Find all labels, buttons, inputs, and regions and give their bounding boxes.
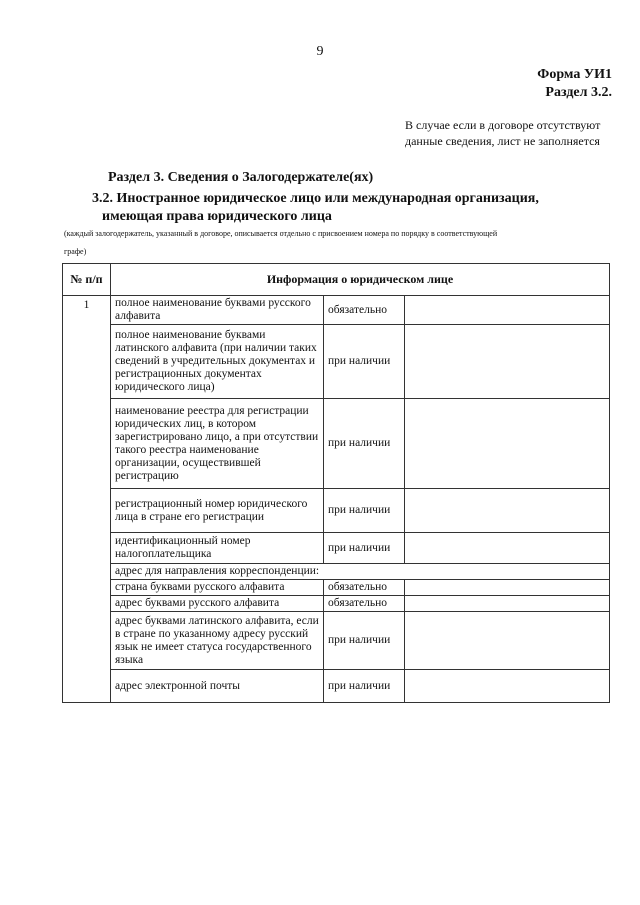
field-label: идентификационный номер налогоплательщика xyxy=(111,533,324,564)
field-requirement: при наличии xyxy=(324,399,405,489)
field-requirement: при наличии xyxy=(324,670,405,703)
field-value-cell[interactable] xyxy=(405,596,610,612)
field-requirement: обязательно xyxy=(324,580,405,596)
form-header xyxy=(537,66,612,102)
subsection-line: имеющая права юридического лица xyxy=(102,209,332,224)
field-label: наименование реестра для регистрации юридических лиц, в котором зарегистрировано лицо, а при отсутствии такого реестра наименование организации, осуществившей регистрацию xyxy=(111,399,324,489)
subsection-title xyxy=(92,190,612,226)
field-label: адрес буквами русского алфавита xyxy=(111,596,324,612)
row-number: 1 xyxy=(63,296,111,703)
table-row xyxy=(63,325,610,399)
page-number: 9 xyxy=(316,44,324,59)
field-label: адрес буквами латинского алфавита, если в стране по указанному адресу русский язык не имеет статуса государственного языка xyxy=(111,612,324,670)
field-label: адрес электронной почты xyxy=(111,670,324,703)
field-value-cell[interactable] xyxy=(405,612,610,670)
note xyxy=(405,117,600,149)
note-line: данные сведения, лист не заполняется xyxy=(405,134,600,148)
section-title: Раздел 3. Сведения о Залогодержателе(ях) xyxy=(108,170,374,185)
field-label: страна буквами русского алфавита xyxy=(111,580,324,596)
field-value-cell[interactable] xyxy=(405,670,610,703)
field-value-cell[interactable] xyxy=(405,399,610,489)
table-row xyxy=(63,596,610,612)
table-row xyxy=(63,580,610,596)
field-requirement: при наличии xyxy=(324,325,405,399)
table-row xyxy=(63,489,610,533)
field-value-cell[interactable] xyxy=(405,325,610,399)
field-value-cell[interactable] xyxy=(405,489,610,533)
header-num: № п/п xyxy=(63,264,111,296)
form-title: Форма УИ1 xyxy=(537,67,612,82)
table-row xyxy=(63,612,610,670)
legal-entity-table xyxy=(62,263,610,703)
instruction-line: графе) xyxy=(64,247,87,256)
field-value-cell[interactable] xyxy=(405,580,610,596)
table-row xyxy=(63,533,610,564)
address-header: адрес для направления корреспонденции: xyxy=(111,564,610,580)
header-info: Информация о юридическом лице xyxy=(111,264,610,296)
address-header-row xyxy=(63,564,610,580)
field-label: полное наименование буквами русского алфавита xyxy=(111,296,324,325)
instruction-line: (каждый залогодержатель, указанный в договоре, описывается отдельно с присвоением номера по порядку в соответствующей xyxy=(64,229,498,238)
field-requirement: при наличии xyxy=(324,489,405,533)
field-label: регистрационный номер юридического лица в стране его регистрации xyxy=(111,489,324,533)
subsection-line: 3.2. Иностранное юридическое лицо или международная организация, xyxy=(92,191,539,206)
field-value-cell[interactable] xyxy=(405,296,610,325)
table-row xyxy=(63,670,610,703)
field-requirement: при наличии xyxy=(324,612,405,670)
table-header-row xyxy=(63,264,610,296)
table-row xyxy=(63,399,610,489)
field-value-cell[interactable] xyxy=(405,533,610,564)
note-line: В случае если в договоре отсутствуют xyxy=(405,118,601,132)
field-requirement: обязательно xyxy=(324,296,405,325)
instruction xyxy=(64,225,624,261)
form-section: Раздел 3.2. xyxy=(545,85,612,100)
table-row xyxy=(63,296,610,325)
field-label: полное наименование буквами латинского алфавита (при наличии таких сведений в учредительных документах и регистрационных документах юридического лица) xyxy=(111,325,324,399)
field-requirement: обязательно xyxy=(324,596,405,612)
field-requirement: при наличии xyxy=(324,533,405,564)
